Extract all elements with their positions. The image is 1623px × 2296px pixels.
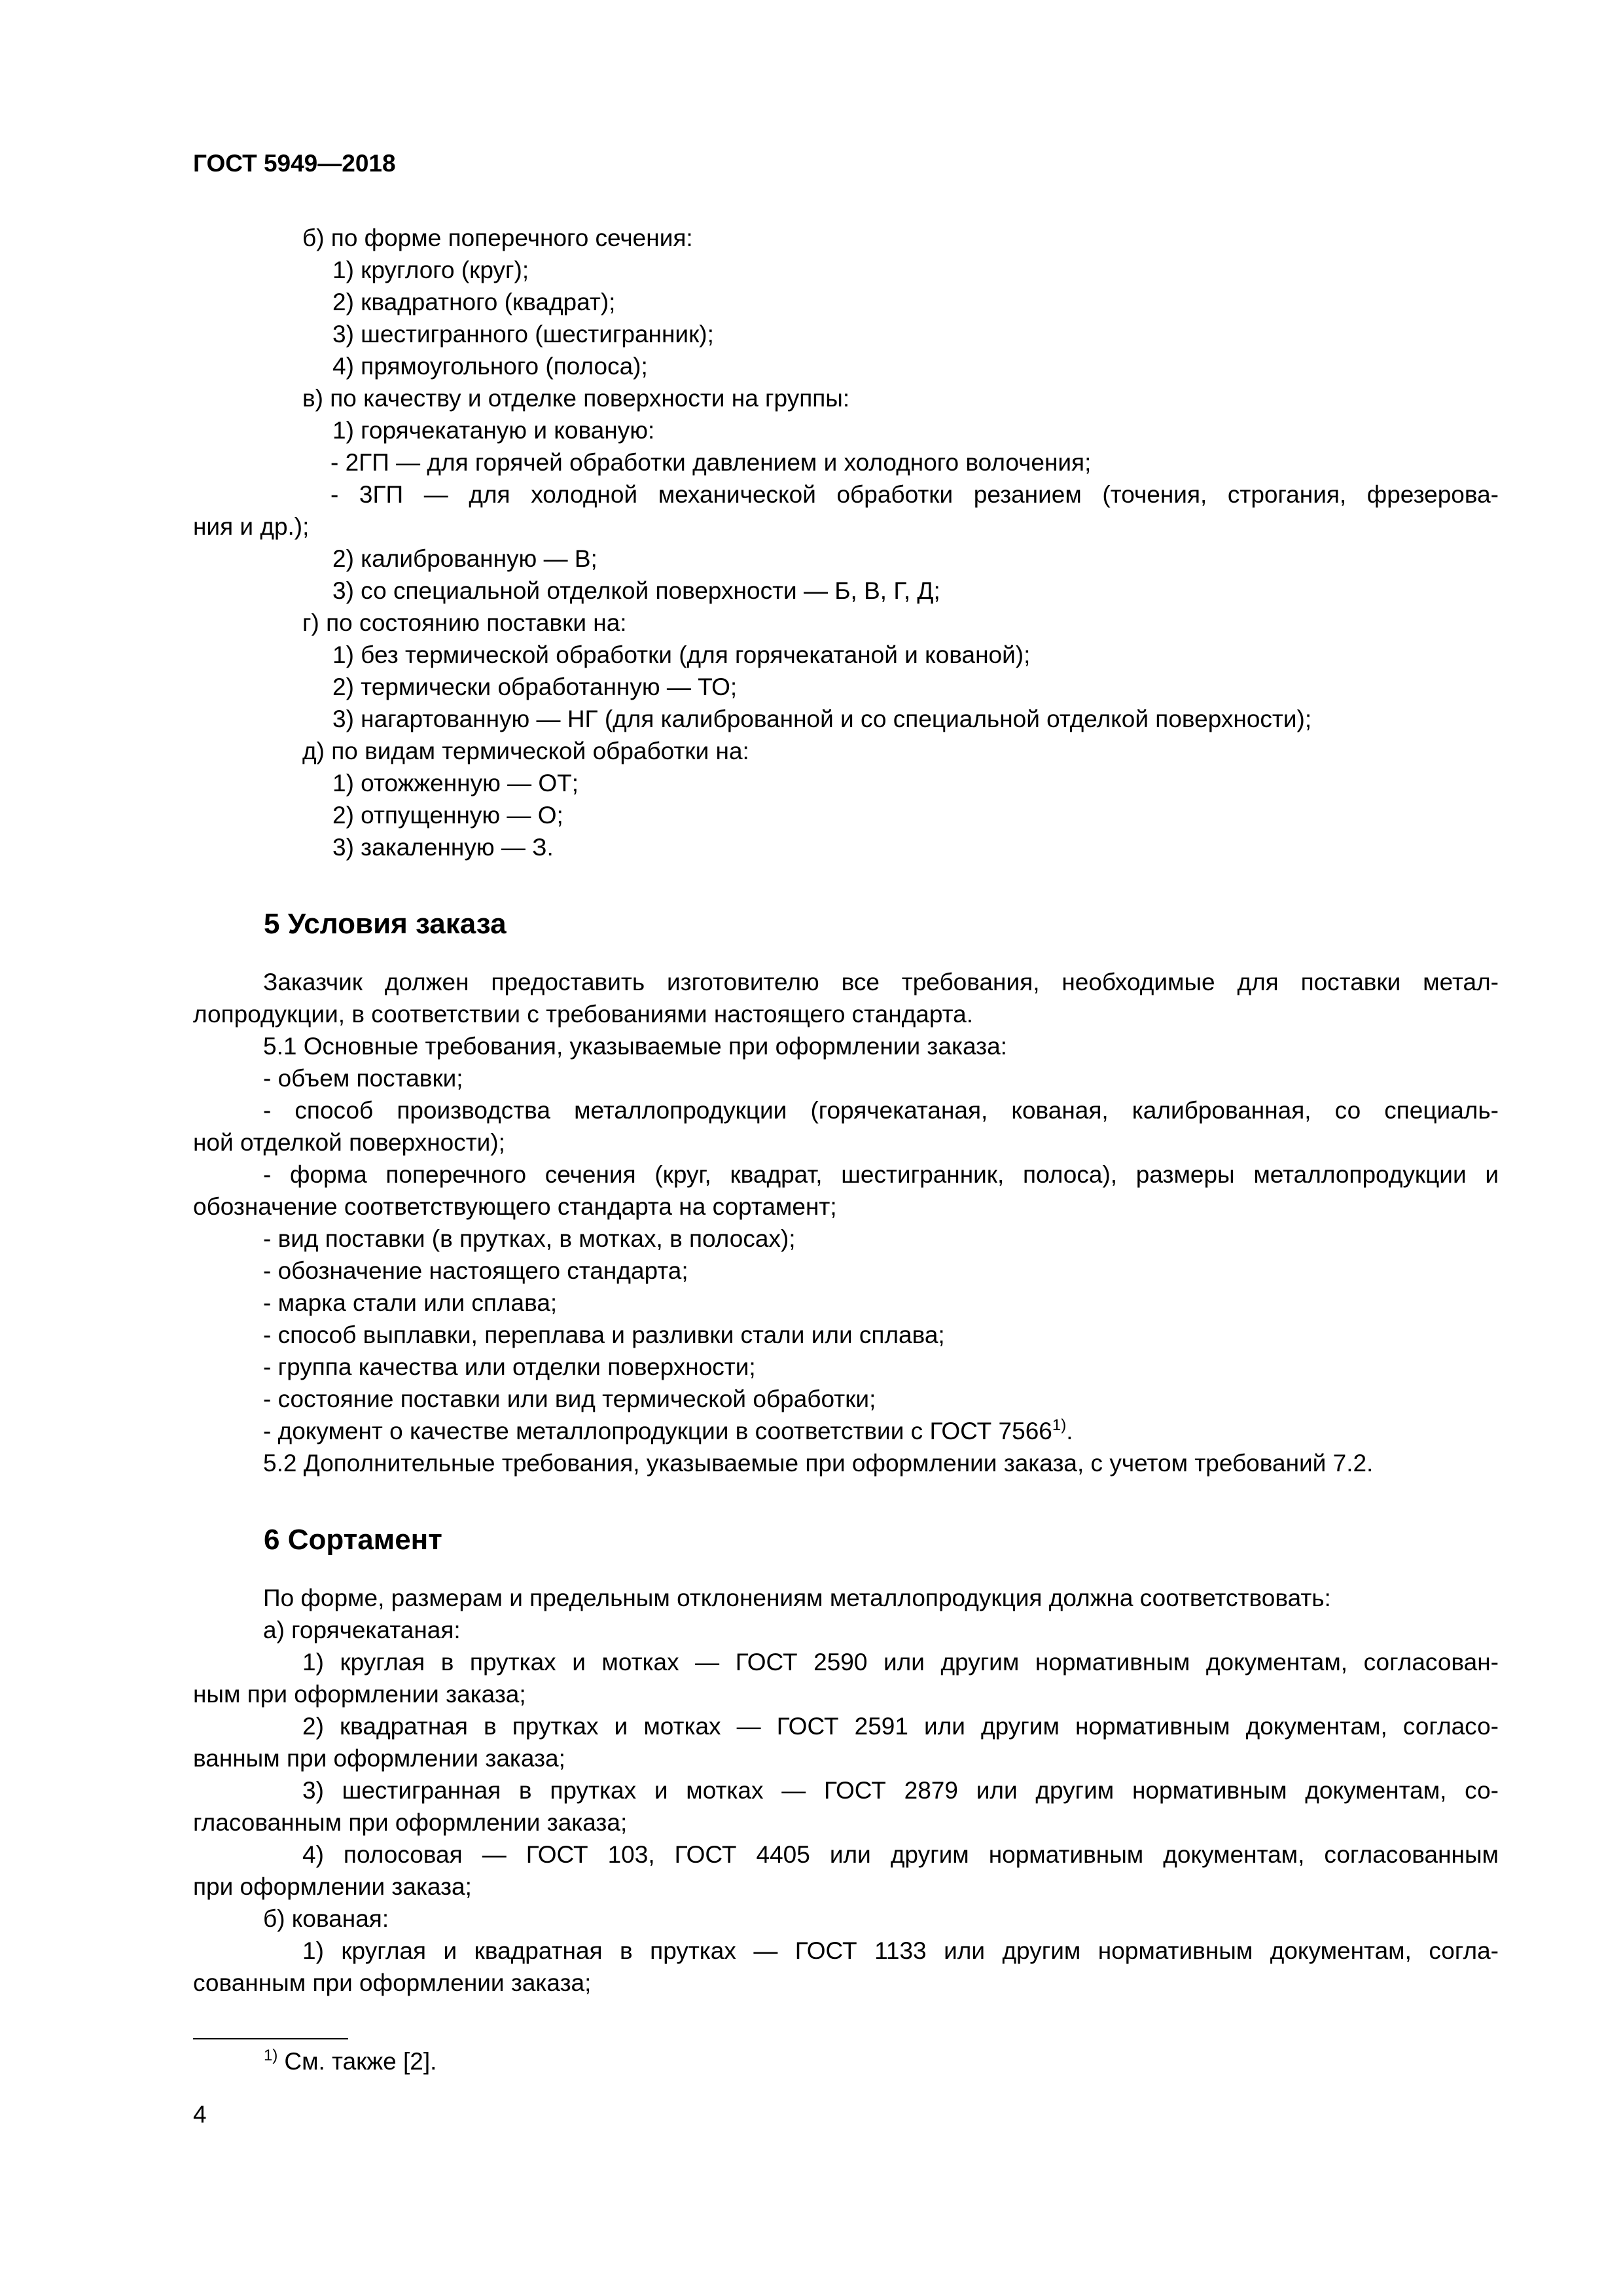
requirement-end: . [1066, 1418, 1073, 1444]
list-item: 1) отожженную — ОТ; [332, 770, 579, 797]
list-item-cont: сованным при оформлении заказа; [193, 1969, 592, 1996]
requirement-item: - форма поперечного сечения (круг, квадрат, шестигранник, полоса), размеры металлопродукции и [263, 1161, 1499, 1188]
list-item-cont: ванным при оформлении заказа; [193, 1745, 565, 1772]
list-item: 2) калиброванную — В; [332, 545, 597, 572]
list-a-heading: а) горячекатаная: [263, 1617, 461, 1643]
list-item: 4) прямоугольного (полоса); [332, 353, 648, 380]
section-5-title: 5 Условия заказа [264, 908, 507, 940]
footnote-text: См. также [2]. [284, 2048, 437, 2075]
footnote-mark: 1) [264, 2047, 278, 2064]
requirement-item: - способ выплавки, переплава и разливки стали или сплава; [263, 1321, 945, 1348]
list-item-cont: ным при оформлении заказа; [193, 1681, 526, 1708]
list-item: 2) квадратного (квадрат); [332, 289, 616, 315]
paragraph-line: По форме, размерам и предельным отклонениям металлопродукция должна соответствовать: [263, 1585, 1331, 1611]
paragraph-line: лопродукции, в соответствии с требованиями настоящего стандарта. [193, 1001, 974, 1028]
list-dash-item: - 2ГП — для горячей обработки давлением и холодного волочения; [330, 449, 1092, 476]
list-item: 4) полосовая — ГОСТ 103, ГОСТ 4405 или другим нормативным документам, согласованным [302, 1841, 1499, 1868]
list-g-heading: г) по состоянию поставки на: [302, 609, 627, 636]
requirement-item-cont: обозначение соответствующего стандарта на сортамент; [193, 1193, 837, 1220]
standard-header: ГОСТ 5949—2018 [193, 150, 396, 177]
list-d-heading: д) по видам термической обработки на: [302, 738, 749, 764]
requirement-item: - группа качества или отделки поверхности; [263, 1354, 756, 1380]
list-item: 2) квадратная в прутках и мотках — ГОСТ 2591 или другим нормативным документам, согласо- [302, 1713, 1499, 1740]
list-item: 3) шестигранная в прутках и мотках — ГОСТ 2879 или другим нормативным документам, со- [302, 1777, 1499, 1804]
list-b-heading: б) по форме поперечного сечения: [302, 224, 693, 251]
list-item: 3) шестигранного (шестигранник); [332, 321, 714, 348]
footnote-ref: 1) [1052, 1416, 1067, 1434]
requirement-item: - обозначение настоящего стандарта; [263, 1257, 688, 1284]
footnote [264, 2045, 437, 2077]
list-b-kovanaya-heading: б) кованая: [263, 1905, 389, 1932]
list-item: 1) круглая в прутках и мотках — ГОСТ 2590 или другим нормативным документам, согласован- [302, 1649, 1499, 1676]
list-item: 1) без термической обработки (для горячекатаной и кованой); [332, 641, 1031, 668]
list-item: 3) нагартованную — НГ (для калиброванной и со специальной отделкой поверхности); [332, 706, 1312, 732]
requirement-item: - марка стали или сплава; [263, 1289, 558, 1316]
requirement-text: - документ о качестве металлопродукции в соответствии с ГОСТ 7566 [263, 1418, 1052, 1444]
list-v-heading: в) по качеству и отделке поверхности на группы: [302, 385, 850, 412]
list-item: 1) горячекатаную и кованую: [332, 417, 655, 444]
list-item-cont: гласованным при оформлении заказа; [193, 1809, 628, 1836]
requirement-item: - вид поставки (в прутках, в мотках, в полосах); [263, 1225, 796, 1252]
footnote-divider [193, 2038, 348, 2039]
list-item: 3) закаленную — З. [332, 834, 554, 861]
requirement-item [193, 1415, 1073, 1447]
list-item: 2) отпущенную — О; [332, 802, 563, 829]
list-item-cont: при оформлении заказа; [193, 1873, 472, 1900]
requirement-item: - состояние поставки или вид термической обработки; [263, 1386, 876, 1412]
list-item: 2) термически обработанную — ТО; [332, 673, 738, 700]
list-item: 3) со специальной отделкой поверхности — Б, В, Г, Д; [332, 577, 940, 604]
clause-5-2: 5.2 Дополнительные требования, указываемые при оформлении заказа, с учетом требований 7.2. [263, 1450, 1374, 1477]
paragraph-line: Заказчик должен предоставить изготовителю все требования, необходимые для поставки метал- [263, 969, 1499, 996]
requirement-item: - способ производства металлопродукции (горячекатаная, кованая, калиброванная, со специаль- [263, 1097, 1499, 1124]
section-6-title: 6 Сортамент [264, 1524, 442, 1556]
page-number: 4 [193, 2101, 207, 2128]
list-dash-item-cont: ния и др.); [193, 513, 310, 540]
clause-5-1: 5.1 Основные требования, указываемые при оформлении заказа: [263, 1033, 1007, 1060]
list-dash-item: - 3ГП — для холодной механической обработки резанием (точения, строгания, фрезерова- [330, 481, 1499, 508]
list-item: 1) круглого (круг); [332, 257, 529, 283]
requirement-item: - объем поставки; [263, 1065, 463, 1092]
requirement-item-cont: ной отделкой поверхности); [193, 1129, 505, 1156]
list-item: 1) круглая и квадратная в прутках — ГОСТ 1133 или другим нормативным документам, согла- [302, 1937, 1499, 1964]
